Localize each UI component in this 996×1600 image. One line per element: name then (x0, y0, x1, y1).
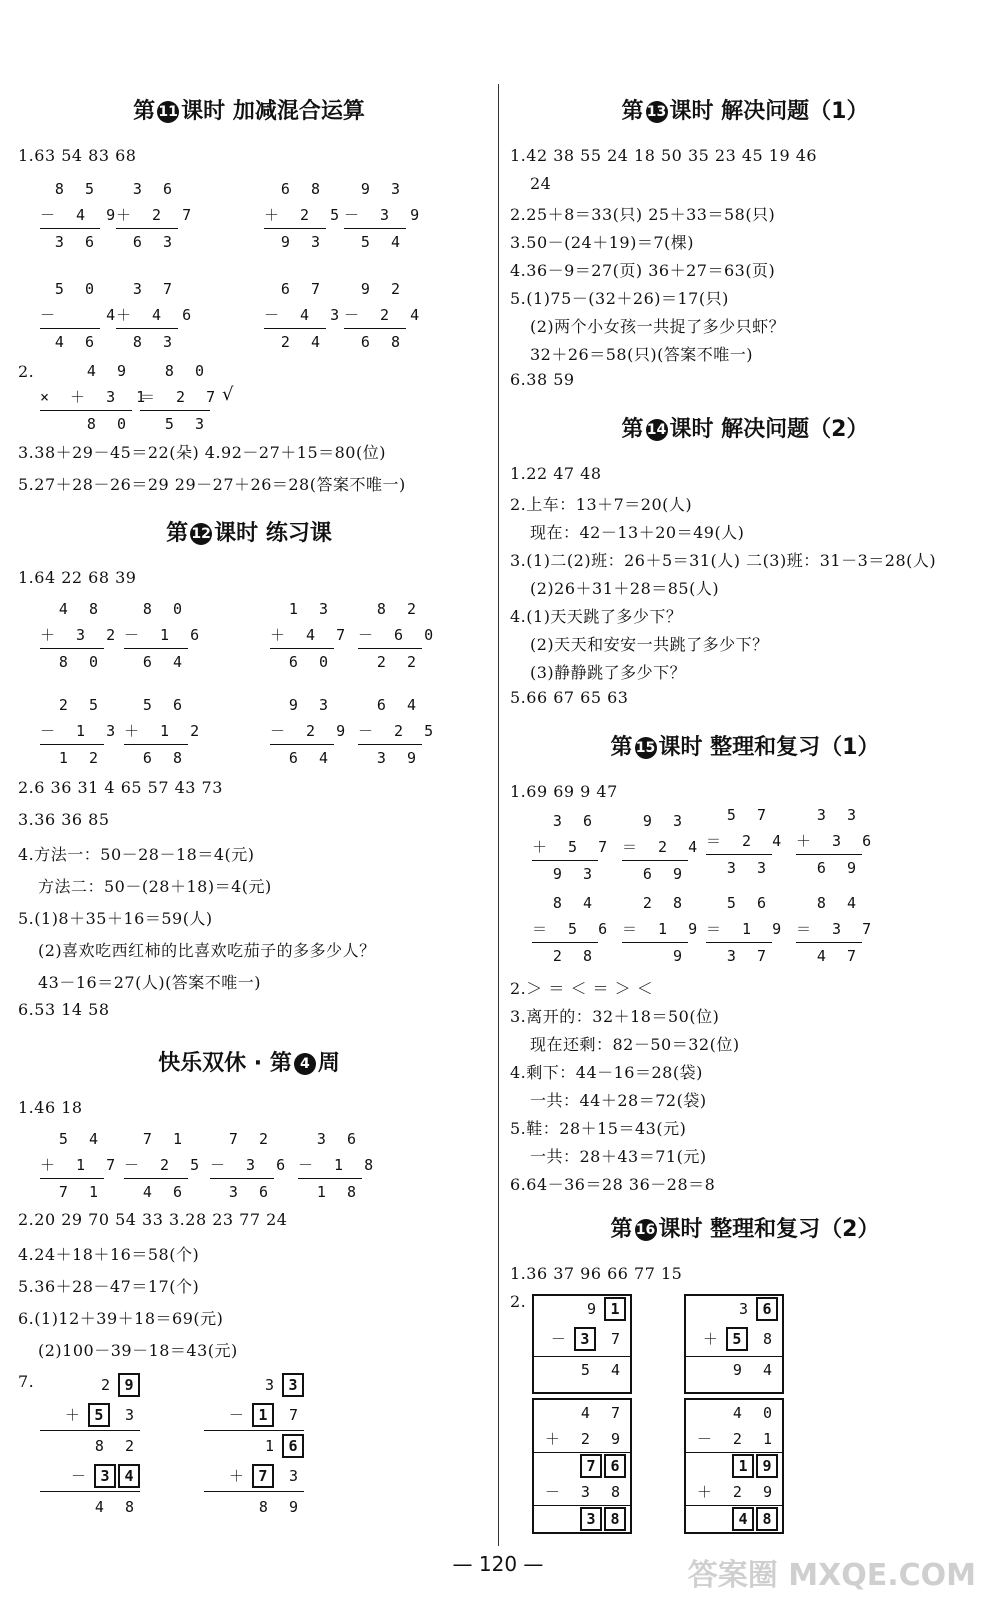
section-title-16: 第 16 课时 整理和复习（2） (610, 1217, 880, 1242)
answer-line: (3)静静跳了多少下？ (530, 663, 687, 682)
answer-line: 方法二：50－(28＋18)＝4(元) (38, 877, 272, 896)
answer-line: 6.64－36＝28 36－28＝8 (510, 1175, 716, 1194)
vertical-calc: 6 4 － 2 5 3 9 (358, 692, 422, 771)
vertical-calc: 8 0 － 1 6 6 4 (124, 596, 188, 675)
vertical-calc: 7 1 － 2 5 4 6 (124, 1126, 188, 1205)
answer-line: (2)天天和安安一共跳了多少下？ (530, 635, 769, 654)
section-title-12: 第 12 课时 练习课 (166, 521, 332, 546)
section-title-14: 第 14 课时 解决问题（2） (621, 417, 869, 442)
fill-in-calc: 3 3 － 1 7 1 6 ＋ 7 3 8 9 (204, 1370, 304, 1522)
puzzle-grid: 3 6 ＋ 5 8 9 4 (684, 1294, 784, 1394)
answer-line: (2)两个小女孩一共捉了多少只虾？ (530, 317, 786, 336)
answer-line: 5.(1)75－(32＋26)＝17(只) (510, 289, 729, 308)
puzzle-grid: 4 0 － 2 1 1 9 ＋ 2 9 4 8 (684, 1398, 784, 1534)
answer-line: 1.36 37 96 66 77 15 (510, 1264, 683, 1283)
answer-line: 3.36 36 85 (18, 810, 110, 829)
vertical-calc: 8 2 － 6 0 2 2 (358, 596, 422, 675)
vertical-calc: 2 8 ＝ 1 9 9 (622, 890, 688, 969)
answer-line: 6.(1)12＋39＋18＝69(元) (18, 1309, 224, 1328)
watermark: 答案圈 MXQE.COM (687, 1558, 976, 1593)
answer-line: 3.(1)二(2)班：26＋5＝31(人) 二(3)班：31－3＝28(人) (510, 551, 937, 570)
answer-line: 1.22 47 48 (510, 464, 602, 483)
answer-line: 4.剩下：44－16＝28(袋) (510, 1063, 703, 1082)
vertical-calc: 3 7 ＋ 4 6 8 3 (116, 276, 178, 355)
answer-line: 一共：28＋43＝71(元) (530, 1147, 707, 1166)
answer-line: 43－16＝27(人)(答案不唯一) (38, 973, 262, 992)
section-title-11: 第 11 课时 加减混合运算 (133, 99, 365, 124)
answer-line: 2.6 36 31 4 65 57 43 73 (18, 778, 223, 797)
answer-line: 4.(1)天天跳了多少下？ (510, 607, 683, 626)
check-mark: √ (222, 384, 234, 405)
answer-line: 3.离开的：32＋18＝50(位) (510, 1007, 720, 1026)
vertical-calc: 3 3 ＋ 3 6 6 9 (796, 802, 862, 881)
answer-line: 7. (18, 1372, 35, 1391)
puzzle-grid: 9 1 － 3 7 5 4 (532, 1294, 632, 1394)
answer-line: 1.63 54 83 68 (18, 146, 137, 165)
vertical-calc: 5 6 ＋ 1 2 6 8 (124, 692, 188, 771)
answer-line: (2)喜欢吃西红柿的比喜欢吃茄子的多多少人？ (38, 941, 376, 960)
vertical-calc: 3 6 － 1 8 1 8 (298, 1126, 362, 1205)
answer-line: 2.上车：13＋7＝20(人) (510, 495, 693, 514)
column-divider (498, 84, 499, 1546)
vertical-calc: 4 9 × ＋ 3 1 8 0 (40, 358, 132, 437)
answer-line: 2.25＋8＝33(只) 25＋33＝58(只) (510, 205, 776, 224)
vertical-calc: 9 2 － 2 4 6 8 (344, 276, 406, 355)
vertical-calc: 8 5 － 4 9 3 6 (40, 176, 100, 255)
answer-line: 5.36＋28－47＝17(个) (18, 1277, 200, 1296)
fill-in-calc: 2 9 ＋ 5 3 8 2 － 3 4 4 8 (40, 1370, 140, 1522)
vertical-calc: 5 4 ＋ 1 7 7 1 (40, 1126, 104, 1205)
vertical-calc: 7 2 － 3 6 3 6 (210, 1126, 274, 1205)
answer-line: (2)26＋31＋28＝85(人) (530, 579, 720, 598)
answer-line: 4.36－9＝27(页) 36＋27＝63(页) (510, 261, 776, 280)
vertical-calc: 5 0 － 4 4 6 (40, 276, 100, 355)
vertical-calc: 5 7 ＝ 2 4 3 3 (706, 802, 772, 881)
section-title-13: 第 13 课时 解决问题（1） (621, 99, 869, 124)
puzzle-grid: 4 7 ＋ 2 9 7 6 － 3 8 3 8 (532, 1398, 632, 1534)
page-number: — 120 — (452, 1552, 544, 1576)
vertical-calc: 5 6 ＝ 1 9 3 7 (706, 890, 772, 969)
answer-line: 6.53 14 58 (18, 1000, 110, 1019)
vertical-calc: 1 3 ＋ 4 7 6 0 (270, 596, 334, 675)
answer-line: 1.42 38 55 24 18 50 35 23 45 19 46 (510, 146, 818, 165)
answer-line: 1.64 22 68 39 (18, 568, 137, 587)
answer-line: 2.＞ ＝ ＜ ＝ ＞ ＜ (510, 979, 654, 998)
vertical-calc: 9 3 ＝ 2 4 6 9 (622, 808, 688, 887)
answer-line: 5.66 67 65 63 (510, 688, 629, 707)
answer-line: 3.50－(24＋19)＝7(棵) (510, 233, 694, 252)
answer-line: 24 (530, 174, 552, 193)
vertical-calc: 4 8 ＋ 3 2 8 0 (40, 596, 104, 675)
section-title-week-4: 快乐双休 · 第 4 周 (158, 1051, 340, 1076)
answer-line: 5.(1)8＋35＋16＝59(人) (18, 909, 213, 928)
section-title-15: 第 15 课时 整理和复习（1） (610, 735, 880, 760)
answer-line: (2)100－39－18＝43(元) (38, 1341, 238, 1360)
vertical-calc: 2 5 － 1 3 1 2 (40, 692, 104, 771)
vertical-calc: 6 7 － 4 3 2 4 (264, 276, 326, 355)
vertical-calc: 3 6 ＋ 5 7 9 3 (532, 808, 598, 887)
answer-line: 5.鞋：28＋15＝43(元) (510, 1119, 687, 1138)
answer-line: 32＋26＝58(只)(答案不唯一) (530, 345, 754, 364)
answer-line: 一共：44＋28＝72(袋) (530, 1091, 707, 1110)
answer-line: 1.69 69 9 47 (510, 782, 618, 801)
answer-line: 1.46 18 (18, 1098, 83, 1117)
vertical-calc: 8 4 ＝ 5 6 2 8 (532, 890, 598, 969)
vertical-calc: 3 6 ＋ 2 7 6 3 (116, 176, 178, 255)
vertical-calc: 8 4 ＝ 3 7 4 7 (796, 890, 862, 969)
answer-line: 5.27＋28－26＝29 29－27＋26＝28(答案不唯一) (18, 475, 406, 494)
vertical-calc: 6 8 ＋ 2 5 9 3 (264, 176, 326, 255)
answer-line: 现在：42－13＋20＝49(人) (530, 523, 745, 542)
vertical-calc: 9 3 － 3 9 5 4 (344, 176, 406, 255)
answer-line: 4.24＋18＋16＝58(个) (18, 1245, 200, 1264)
vertical-calc: 9 3 － 2 9 6 4 (270, 692, 334, 771)
answer-line: 3.38＋29－45＝22(朵) 4.92－27＋15＝80(位) (18, 443, 386, 462)
answer-line: 6.38 59 (510, 370, 575, 389)
vertical-calc: 8 0 ＝ 2 7 5 3 (140, 358, 210, 437)
answer-line: 2. (510, 1292, 527, 1311)
answer-line: 2. (18, 362, 35, 381)
answer-line: 2.20 29 70 54 33 3.28 23 77 24 (18, 1210, 288, 1229)
answer-line: 现在还剩：82－50＝32(位) (530, 1035, 740, 1054)
answer-line: 4.方法一：50－28－18＝4(元) (18, 845, 255, 864)
